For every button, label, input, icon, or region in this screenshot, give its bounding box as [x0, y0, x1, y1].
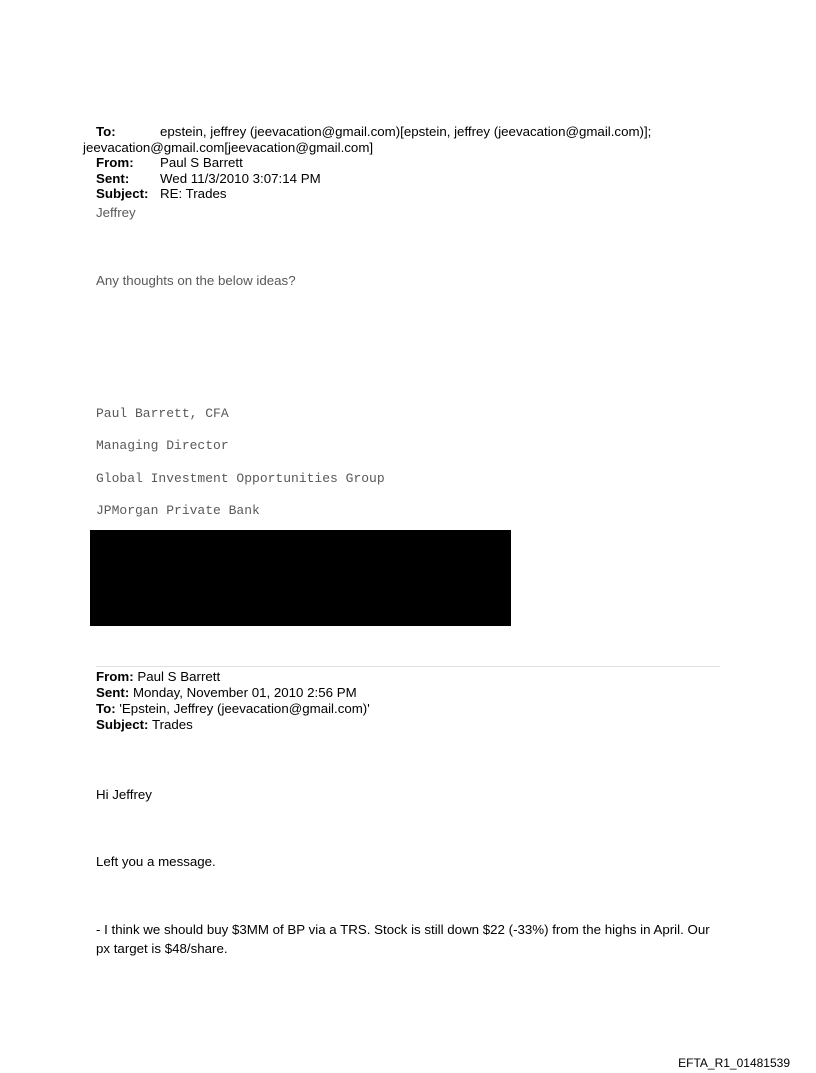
sent-value: Wed 11/3/2010 3:07:14 PM: [160, 170, 321, 186]
original-sent-row: [96, 685, 370, 701]
subject-value: RE: Trades: [160, 186, 227, 201]
sent-row: [96, 171, 736, 187]
original-from-value: Paul S Barrett: [137, 669, 221, 684]
subject-label: Subject:: [96, 186, 149, 201]
signature-company: JPMorgan Private Bank: [96, 503, 260, 518]
original-to-row: [96, 701, 370, 717]
from-row: [96, 155, 736, 171]
redaction-block: [90, 530, 511, 626]
original-subject-row: [96, 717, 370, 733]
subject-row: [96, 186, 736, 202]
to-row: [96, 124, 736, 140]
reply-message: Any thoughts on the below ideas?: [96, 273, 296, 288]
original-line-1: Left you a message.: [96, 854, 216, 869]
from-label: From:: [96, 155, 134, 170]
original-sent-label: Sent:: [96, 685, 130, 700]
signature-group: Global Investment Opportunities Group: [96, 471, 385, 486]
original-greeting: Hi Jeffrey: [96, 787, 152, 802]
reply-greeting: Jeffrey: [96, 205, 136, 220]
original-sent-value: Monday, November 01, 2010 2:56 PM: [132, 685, 357, 700]
document-id: EFTA_R1_01481539: [678, 1056, 790, 1070]
from-value: Paul S Barrett: [160, 155, 243, 170]
email-header: [83, 124, 736, 202]
to-label: To:: [96, 124, 116, 139]
original-from-row: [96, 669, 370, 685]
original-line-2: - I think we should buy $3MM of BP via a TRS. Stock is still down $22 (-33%) from the highs in April. Our px target is $48/share.: [96, 922, 710, 956]
signature-title: Managing Director: [96, 438, 229, 453]
original-to-value: 'Epstein, Jeffrey (jeevacation@gmail.com)': [119, 701, 370, 716]
original-header: [96, 669, 370, 733]
sent-label: Sent:: [96, 170, 130, 186]
to-value: epstein, jeffrey (jeevacation@gmail.com)[epstein, jeffrey (jeevacation@gmail.com)];: [160, 124, 652, 139]
original-from-label: From:: [96, 669, 134, 684]
original-subject-value: Trades: [151, 717, 193, 732]
to-continuation: jeevacation@gmail.com[jeevacation@gmail.com]: [83, 139, 374, 155]
message-divider: [96, 666, 720, 667]
original-to-label: To:: [96, 701, 116, 716]
signature-name: Paul Barrett, CFA: [96, 406, 229, 421]
original-subject-label: Subject:: [96, 717, 149, 732]
